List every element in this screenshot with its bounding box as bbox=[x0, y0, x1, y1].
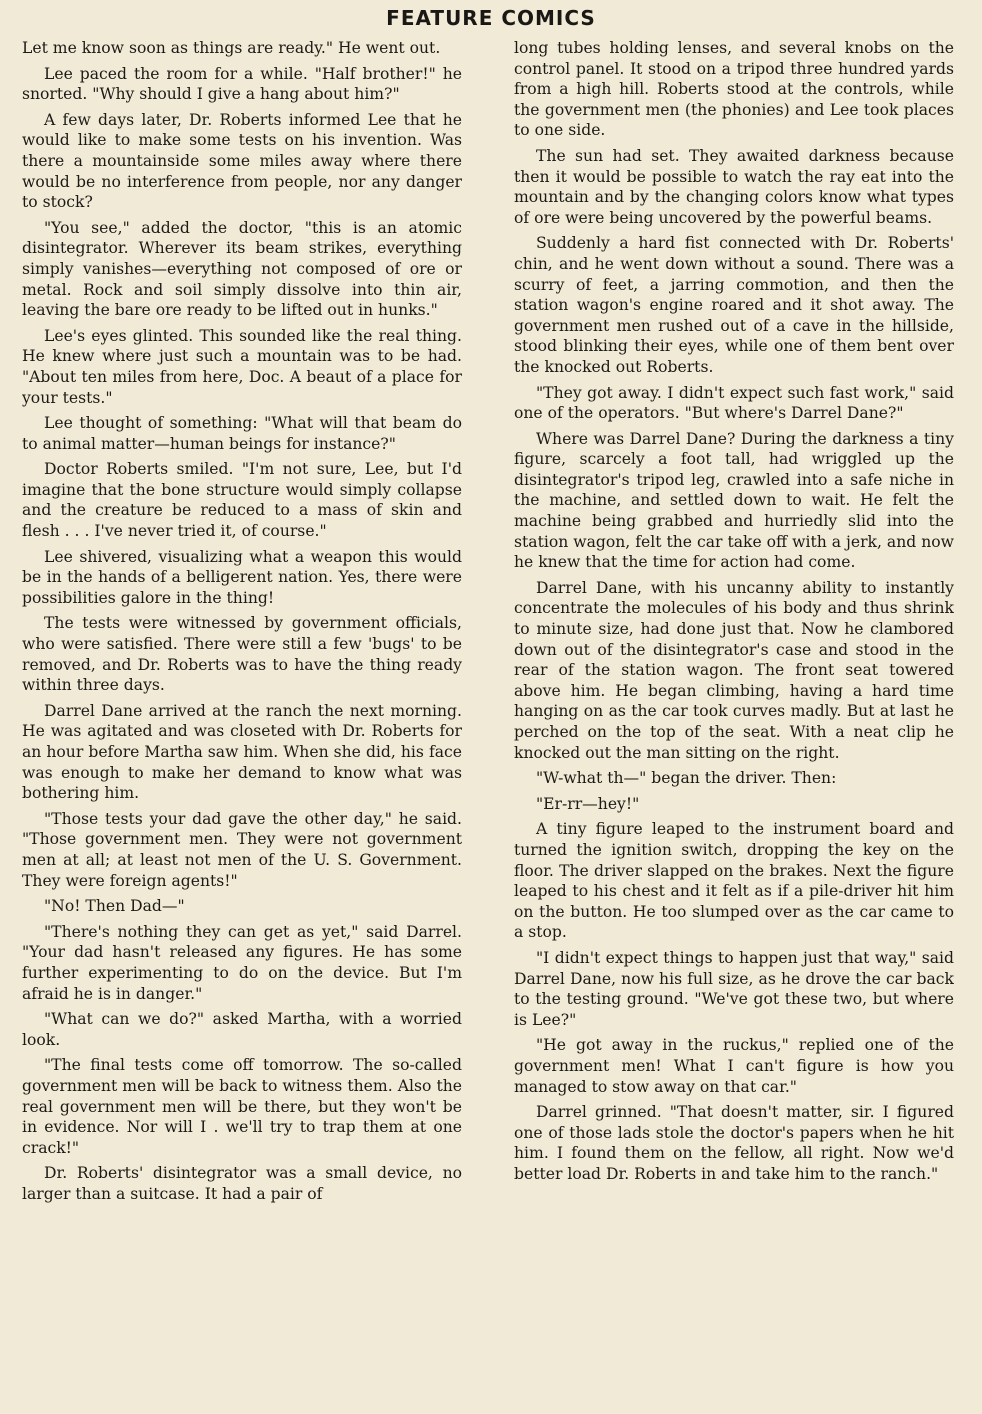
paragraph: Darrel Dane, with his uncanny ability to instantly concentrate the molecules of his body and thus shrink to minute size, had done just that. Now he clambored down out of the disintegrator's case and stood in the rear of the station wagon. The front seat towered above him. He began climbing, having a hard time hanging on as the car took curves madly. But at last he perched on the top of the seat. With a neat clip he knocked out the man sitting on the right. bbox=[514, 578, 954, 762]
paragraph: long tubes holding lenses, and several knobs on the control panel. It stood on a tripod three hundred yards from a high hill. Roberts stood at the controls, while the government men (the phonies) and Lee took places to one side. bbox=[514, 39, 954, 140]
paragraph: Dr. Roberts' disintegrator was a small device, no larger than a suitcase. It had a pair of bbox=[22, 1164, 462, 1203]
right-column bbox=[514, 38, 954, 1408]
paragraph: "W-what th—" began the driver. Then: bbox=[536, 769, 837, 788]
paragraph: "The final tests come off tomorrow. The so-called government men will be back to witness them. Also the real government men will be there, but they won't be in evidence. Nor will I . we'll try to trap them at one crack!" bbox=[22, 1056, 462, 1157]
paragraph: The sun had set. They awaited darkness because then it would be possible to watch the ray eat into the mountain and by the changing colors know what types of ore were being uncovered by the powerful beams. bbox=[514, 146, 954, 227]
paragraph: Lee's eyes glinted. This sounded like the real thing. He knew where just such a mountain was to be had. "About ten miles from here, Doc. A beaut of a place for your tests." bbox=[22, 326, 462, 407]
paragraph: "Those tests your dad gave the other day," he said. "Those government men. They were not government men at all; at least not men of the U. S. Government. They were foreign agents!" bbox=[22, 809, 462, 890]
paragraph: Doctor Roberts smiled. "I'm not sure, Lee, but I'd imagine that the bone structure would simply collapse and the creature be reduced to a mass of skin and flesh . . . I've never tried it, of course." bbox=[22, 460, 462, 541]
paragraph: Let me know soon as things are ready." He went out. bbox=[22, 39, 441, 57]
paragraph: Suddenly a hard fist connected with Dr. Roberts' chin, and he went down without a sound. There was a scurry of feet, a jarring commotion, and then the station wagon's engine roared and it shot away. The government men rushed out of a cave in the hillside, stood blinking their eyes, while one of them bent over the knocked out Roberts. bbox=[514, 234, 954, 376]
paragraph: Darrel Dane arrived at the ranch the next morning. He was agitated and was closeted with Dr. Roberts for an hour before Martha saw him. When she did, his face was enough to make her demand to know what was bothering him. bbox=[22, 701, 462, 803]
paragraph: "I didn't expect things to happen just that way," said Darrel Dane, now his full size, as he drove the car back to the testing ground. "We've got these two, but where is Lee?" bbox=[514, 948, 954, 1029]
paragraph: Lee shivered, visualizing what a weapon this would be in the hands of a belligerent nation. Yes, there were possibilities galore in the thing! bbox=[22, 547, 462, 607]
paragraph: "No! Then Dad—" bbox=[44, 897, 185, 916]
paragraph: Lee paced the room for a while. "Half brother!" he snorted. "Why should I give a hang about him?" bbox=[22, 64, 462, 104]
paragraph: "You see," added the doctor, "this is an atomic disintegrator. Wherever its beam strikes, everything simply vanishes—everything not composed of ore or metal. Rock and soil simply dissolve into thin air, leaving the bare ore ready to be lifted out in hunks." bbox=[22, 218, 462, 320]
paragraph: "There's nothing they can get as yet," said Darrel. "Your dad hasn't released any figures. He has some further experimenting to do on the device. But I'm afraid he is in danger." bbox=[22, 922, 462, 1003]
paragraph: Where was Darrel Dane? During the darkness a tiny figure, scarcely a foot tall, had wriggled up the disintegrator's tripod leg, crawled into a safe niche in the machine, and settled down to wait. He felt the machine being grabbed and hurriedly slid into the station wagon, felt the car take off with a jerk, and now he knew that the time for action had come. bbox=[514, 429, 954, 572]
paragraph: A tiny figure leaped to the instrument board and turned the ignition switch, dropping the key on the floor. The driver slapped on the brakes. Next the figure leaped to his chest and it felt as if a pile-driver hit him on the button. He too slumped over as the car came to a stop. bbox=[514, 820, 954, 942]
paragraph: The tests were witnessed by government officials, who were satisfied. There were still a few 'bugs' to be removed, and Dr. Roberts was to have the thing ready within three days. bbox=[22, 614, 462, 695]
paragraph: "He got away in the ruckus," replied one of the government men! What I can't figure is how you managed to stow away on that car." bbox=[514, 1036, 954, 1096]
paragraph: Darrel grinned. "That doesn't matter, sir. I figured one of those lads stole the doctor's papers when he hit him. I found them on the fellow, all right. Now we'd better load Dr. Roberts in and take him to the ranch." bbox=[514, 1103, 954, 1183]
page-header: FEATURE COMICS bbox=[386, 6, 596, 30]
paragraph: "They got away. I didn't expect such fast work," said one of the operators. "But where's Darrel Dane?" bbox=[514, 383, 954, 423]
paragraph: "What can we do?" asked Martha, with a worried look. bbox=[22, 1010, 462, 1049]
paragraph: Lee thought of something: "What will that beam do to animal matter—human beings for instance?" bbox=[22, 414, 462, 453]
paragraph: "Er-rr—hey!" bbox=[536, 794, 640, 813]
left-column bbox=[22, 38, 462, 1408]
paragraph: A few days later, Dr. Roberts informed Lee that he would like to make some tests on his invention. Was there a mountainside some miles away where there would be no interference from people, nor any danger to stock? bbox=[22, 110, 462, 212]
